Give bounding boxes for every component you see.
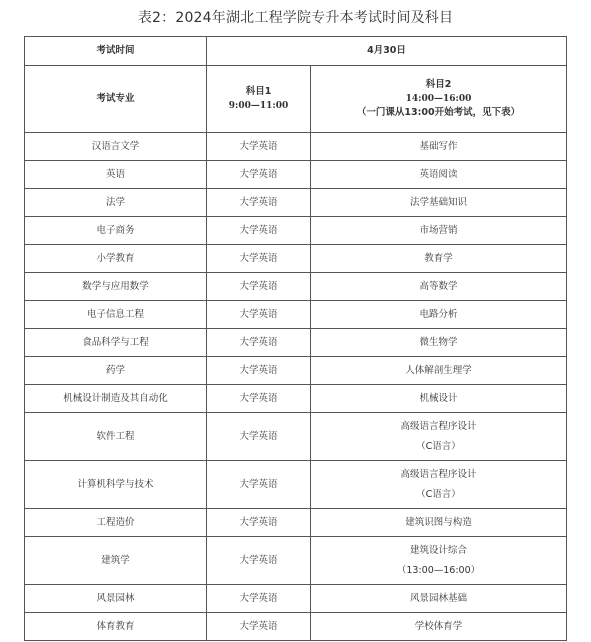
table-row xyxy=(25,509,567,537)
subject2-note: （一门课从13:00开始考试，见下表） xyxy=(356,107,521,118)
subject1-cell: 大学英语 xyxy=(207,585,311,613)
subject2-label: 科目2 xyxy=(425,79,452,90)
table-row xyxy=(25,585,567,613)
major-cell: 小学教育 xyxy=(25,245,207,273)
subject2-cell: 微生物学 xyxy=(311,329,567,357)
subject2-name: 高级语言程序设计 xyxy=(400,420,477,432)
subject2-name: 建筑设计综合 xyxy=(409,544,467,556)
table-row xyxy=(25,245,567,273)
table-row xyxy=(25,613,567,641)
subject2-cell: 高等数学 xyxy=(311,273,567,301)
table-row xyxy=(25,301,567,329)
exam-time-label: 考试时间 xyxy=(25,37,207,66)
table-title: 表2：2024年湖北工程学院专升本考试时间及科目 xyxy=(137,10,454,26)
major-cell: 电子信息工程 xyxy=(25,301,207,329)
subject2-cell: 市场营销 xyxy=(311,217,567,245)
subject2-header xyxy=(311,66,567,133)
subject2-cell: 基础写作 xyxy=(311,133,567,161)
subject1-header xyxy=(207,66,311,133)
subject1-cell: 大学英语 xyxy=(207,273,311,301)
subject2-extra: （13:00—16:00） xyxy=(396,564,481,576)
subject1-cell: 大学英语 xyxy=(207,329,311,357)
subject2-cell: 风景园林基础 xyxy=(311,585,567,613)
exam-schedule-table xyxy=(24,36,567,641)
subject2-cell xyxy=(311,413,567,461)
subject1-cell: 大学英语 xyxy=(207,461,311,509)
major-cell: 计算机科学与技术 xyxy=(25,461,207,509)
major-label: 考试专业 xyxy=(25,66,207,133)
major-cell: 软件工程 xyxy=(25,413,207,461)
table-body xyxy=(25,133,567,641)
table-row xyxy=(25,273,567,301)
table-row xyxy=(25,385,567,413)
subject2-cell: 建筑识图与构造 xyxy=(311,509,567,537)
major-cell: 体育教育 xyxy=(25,613,207,641)
subject1-cell: 大学英语 xyxy=(207,537,311,585)
major-cell: 机械设计制造及其自动化 xyxy=(25,385,207,413)
subject2-extra: （C语言） xyxy=(416,488,461,500)
major-cell: 建筑学 xyxy=(25,537,207,585)
subject1-label: 科目1 xyxy=(245,86,272,97)
subject2-time: 14:00—16:00 xyxy=(405,94,472,104)
subject2-cell: 电路分析 xyxy=(311,301,567,329)
subject1-cell: 大学英语 xyxy=(207,385,311,413)
subject1-time: 9:00—11:00 xyxy=(228,101,289,111)
subject2-extra: （C语言） xyxy=(416,440,461,452)
table-row xyxy=(25,217,567,245)
table-row xyxy=(25,461,567,509)
major-cell: 风景园林 xyxy=(25,585,207,613)
subject2-cell: 学校体育学 xyxy=(311,613,567,641)
subject1-cell: 大学英语 xyxy=(207,217,311,245)
subject1-cell: 大学英语 xyxy=(207,613,311,641)
subject2-cell: 法学基础知识 xyxy=(311,189,567,217)
major-cell: 法学 xyxy=(25,189,207,217)
subject1-cell: 大学英语 xyxy=(207,133,311,161)
subject1-cell: 大学英语 xyxy=(207,161,311,189)
subject1-cell: 大学英语 xyxy=(207,509,311,537)
major-cell: 汉语言文学 xyxy=(25,133,207,161)
major-cell: 工程造价 xyxy=(25,509,207,537)
header-row-date xyxy=(25,37,567,66)
subject2-cell: 人体解剖生理学 xyxy=(311,357,567,385)
subject2-cell xyxy=(311,461,567,509)
exam-date: 4月30日 xyxy=(207,37,567,66)
major-cell: 药学 xyxy=(25,357,207,385)
subject2-cell: 英语阅读 xyxy=(311,161,567,189)
subject1-cell: 大学英语 xyxy=(207,357,311,385)
table-row xyxy=(25,413,567,461)
table-row xyxy=(25,189,567,217)
subject1-cell: 大学英语 xyxy=(207,189,311,217)
subject1-cell: 大学英语 xyxy=(207,413,311,461)
table-row xyxy=(25,133,567,161)
subject2-name: 高级语言程序设计 xyxy=(400,468,477,480)
header-row-subjects xyxy=(25,66,567,133)
major-cell: 数学与应用数学 xyxy=(25,273,207,301)
subject2-cell xyxy=(311,537,567,585)
major-cell: 英语 xyxy=(25,161,207,189)
table-row xyxy=(25,329,567,357)
major-cell: 食品科学与工程 xyxy=(25,329,207,357)
table-row xyxy=(25,537,567,585)
table-row xyxy=(25,161,567,189)
subject2-cell: 机械设计 xyxy=(311,385,567,413)
table-row xyxy=(25,357,567,385)
subject1-cell: 大学英语 xyxy=(207,301,311,329)
major-cell: 电子商务 xyxy=(25,217,207,245)
subject2-cell: 教育学 xyxy=(311,245,567,273)
subject1-cell: 大学英语 xyxy=(207,245,311,273)
